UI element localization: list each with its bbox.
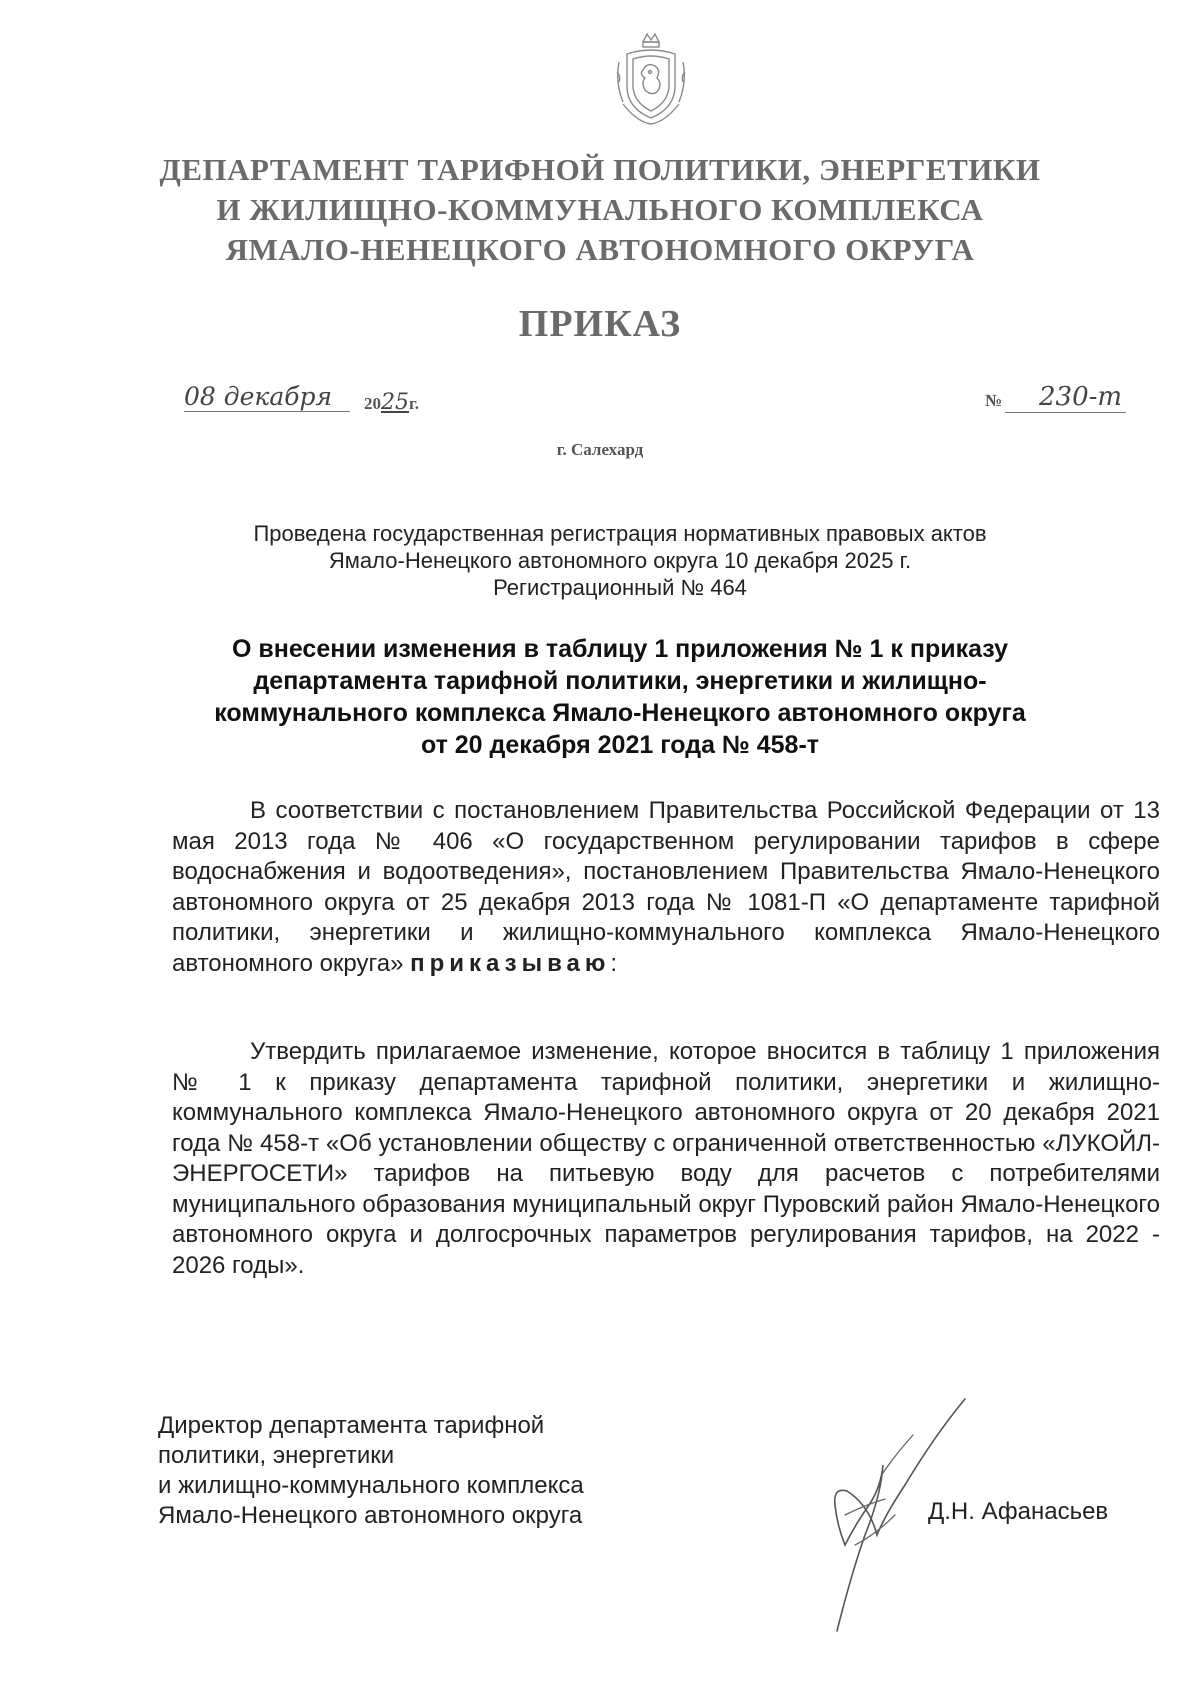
- coat-of-arms-emblem: [613, 32, 689, 126]
- year-printed: [364, 390, 419, 415]
- subject-line-3: коммунального комплекса Ямало-Ненецкого автономного округа: [214, 699, 1026, 727]
- handwritten-year: 25: [381, 390, 409, 415]
- department-line-3: ЯМАЛО-НЕНЕЦКОГО АВТОНОМНОГО ОКРУГА: [225, 232, 975, 267]
- department-header: [100, 150, 1100, 270]
- date-field: [168, 382, 528, 432]
- handwritten-date: 08 декабря: [184, 382, 350, 412]
- preamble-paragraph: [172, 796, 1160, 979]
- signatory-name: Д.Н. Афанасьев: [928, 1498, 1109, 1525]
- order-subject-heading: [190, 633, 1050, 761]
- registration-line-2: Ямало-Ненецкого автономного округа 10 декабря 2025 г.: [328, 548, 912, 573]
- document-number-field: [985, 382, 1165, 422]
- subject-line-2: департамента тарифной политики, энергетики и жилищно-: [253, 667, 987, 695]
- registration-line-3: Регистрационный № 464: [493, 575, 747, 600]
- signatory-title-line-3: и жилищно-коммунального комплекса: [158, 1472, 584, 1499]
- registration-note: [190, 520, 1050, 601]
- city-line: г. Салехард: [556, 440, 644, 459]
- registration-line-1: Проведена государственная регистрация нормативных правовых актов: [253, 521, 987, 546]
- number-label: №: [985, 391, 1003, 410]
- order-keyword: приказываю: [410, 949, 611, 977]
- subject-line-1: О внесении изменения в таблицу 1 приложения № 1 к приказу: [231, 635, 1009, 663]
- department-line-1: ДЕПАРТАМЕНТ ТАРИФНОЙ ПОЛИТИКИ, ЭНЕРГЕТИКИ: [159, 152, 1041, 187]
- signatory-title: [158, 1411, 718, 1531]
- handwritten-number: 230-т: [1005, 382, 1126, 413]
- department-line-2: И ЖИЛИЩНО-КОММУНАЛЬНОГО КОМПЛЕКСА: [216, 192, 984, 227]
- signatory-title-line-1: Директор департамента тарифной: [158, 1412, 545, 1439]
- resolution-paragraph: Утвердить прилагаемое изменение, которое вносится в таблицу 1 приложения № 1 к приказу департамента тарифной политики, энергетики и жилищно-коммунального комплекса Ямало-Ненецкого автономного округа от 20 декабря 2021 года № 458-т «Об установлении обществу с ограниченной ответственностью «ЛУКОЙЛ-ЭНЕРГОСЕТИ» тарифов на питьевую воду для расчетов с потребителями муниципального образования муниципальный округ Пуровский район Ямало-Ненецкого автономного округа и долгосрочных параметров регулирования тарифов, на 2022 - 2026 годы».: [172, 1038, 1160, 1279]
- preamble-tail: :: [610, 949, 618, 977]
- document-type-title: ПРИКАЗ: [518, 303, 682, 345]
- year-prefix: 20: [364, 394, 381, 413]
- preamble-text: В соответствии с постановлением Правительства Российской Федерации от 13 мая 2013 года № 406 «О государственном регулировании тарифов в сфере водоснабжения и водоотведения», постановлением Правительства Ямало-Ненецкого автономного округа от 25 декабря 2013 года № 1081-П «О департаменте тарифной политики, энергетики и жилищно-коммунального комплекса Ямало-Ненецкого автономного округа»: [172, 797, 1160, 977]
- year-suffix: г.: [409, 394, 420, 413]
- subject-line-4: от 20 декабря 2021 года № 458-т: [420, 731, 820, 759]
- signatory-title-line-4: Ямало-Ненецкого автономного округа: [158, 1502, 583, 1529]
- signatory-title-line-2: политики, энергетики: [158, 1442, 395, 1469]
